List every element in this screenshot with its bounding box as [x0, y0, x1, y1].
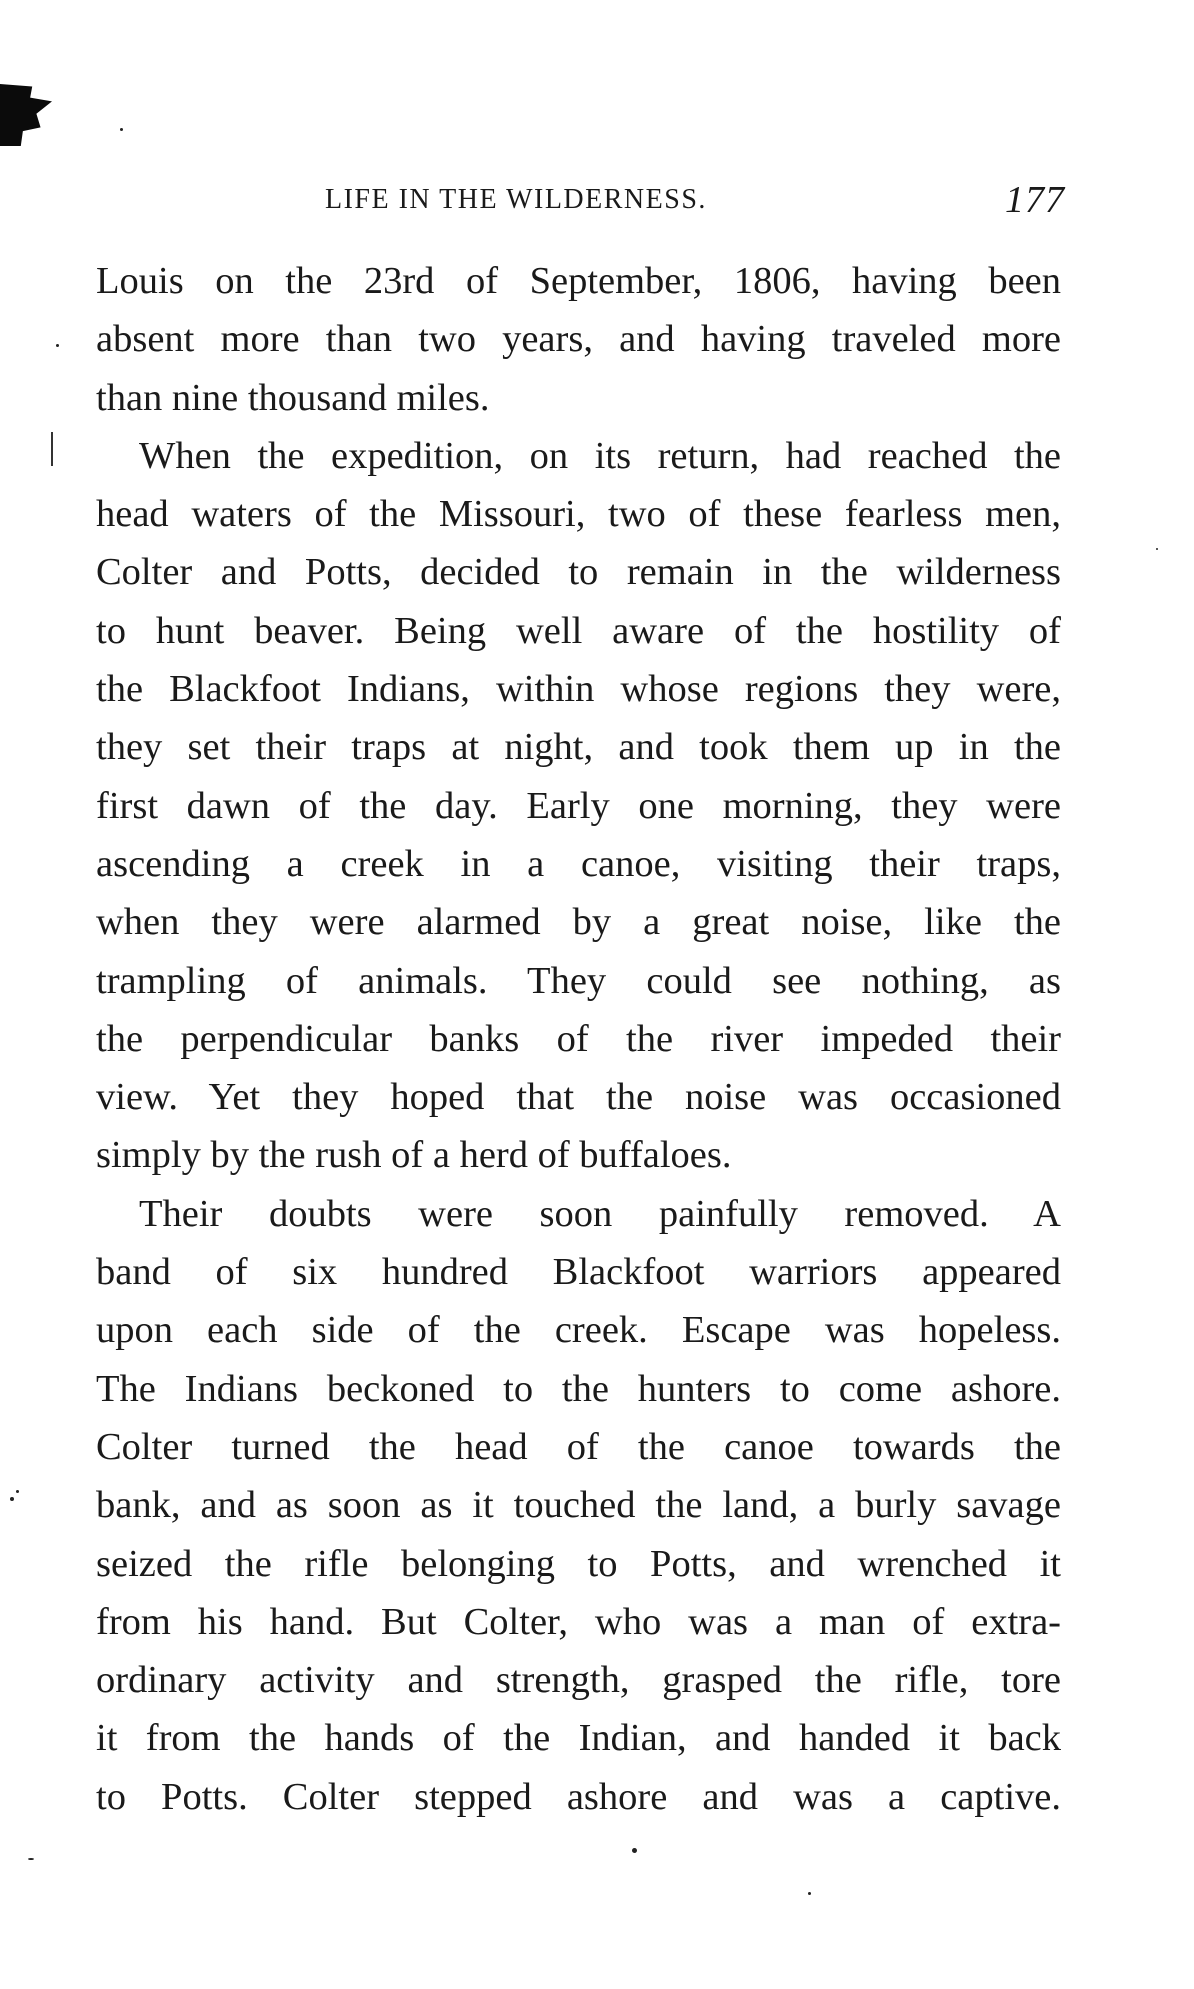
scan-speck [1156, 548, 1158, 550]
text-line: it from the hands of the Indian, and handed it back [96, 1717, 1061, 1760]
text-line: simply by the rush of a herd of buffaloes. [96, 1134, 732, 1177]
scan-ink-blot [0, 84, 52, 146]
text-line: head waters of the Missouri, two of these fearless men, [96, 493, 1061, 536]
text-line: the Blackfoot Indians, within whose regions they were, [96, 668, 1061, 711]
text-line: than nine thousand miles. [96, 376, 490, 419]
text-line: ordinary activity and strength, grasped the rifle, tore [96, 1659, 1061, 1702]
text-line: from his hand. But Colter, who was a man of extra- [96, 1600, 1061, 1643]
text-line: The Indians beckoned to the hunters to come ashore. [96, 1367, 1061, 1410]
text-line: to Potts. Colter stepped ashore and was a captive. [96, 1775, 1061, 1818]
scan-speck [10, 1497, 14, 1501]
scan-speck [56, 344, 59, 347]
text-line: to hunt beaver. Being well aware of the hostility of [96, 609, 1061, 652]
body-text [96, 252, 1061, 1826]
running-title: LIFE IN THE WILDERNESS. [325, 184, 707, 215]
text-line: Colter turned the head of the canoe towards the [96, 1425, 1061, 1468]
text-line: When the expedition, on its return, had reached the [139, 434, 1061, 477]
text-line: Louis on the 23rd of September, 1806, having been [96, 260, 1061, 302]
text-line: Colter and Potts, decided to remain in the wilderness [96, 551, 1061, 594]
text-line: ascending a creek in a canoe, visiting their traps, [96, 842, 1061, 885]
scan-speck [808, 1892, 811, 1895]
text-line: bank, and as soon as it touched the land, a burly savage [96, 1484, 1061, 1527]
text-line: seized the rifle belonging to Potts, and wrenched it [96, 1542, 1061, 1585]
text-line: they set their traps at night, and took them up in the [96, 726, 1061, 769]
text-line: trampling of animals. They could see nothing, as [96, 959, 1061, 1002]
page-number: 177 [1005, 179, 1065, 221]
text-line: when they were alarmed by a great noise, like the [96, 901, 1061, 944]
text-line: absent more than two years, and having traveled more [96, 318, 1061, 361]
text-line: the perpendicular banks of the river impeded their [96, 1017, 1061, 1060]
text-line: upon each side of the creek. Escape was hopeless. [96, 1309, 1061, 1352]
running-head [325, 178, 1065, 228]
scan-mark [51, 432, 53, 466]
text-line: first dawn of the day. Early one morning, they were [96, 784, 1061, 827]
text-line: view. Yet they hoped that the noise was occasioned [96, 1076, 1061, 1119]
text-line: Their doubts were soon painfully removed. A [139, 1192, 1061, 1235]
scan-speck [28, 1858, 34, 1860]
scan-speck [632, 1848, 637, 1853]
text-line: band of six hundred Blackfoot warriors appeared [96, 1251, 1061, 1294]
scan-speck [120, 128, 123, 131]
scan-speck [16, 1490, 19, 1493]
